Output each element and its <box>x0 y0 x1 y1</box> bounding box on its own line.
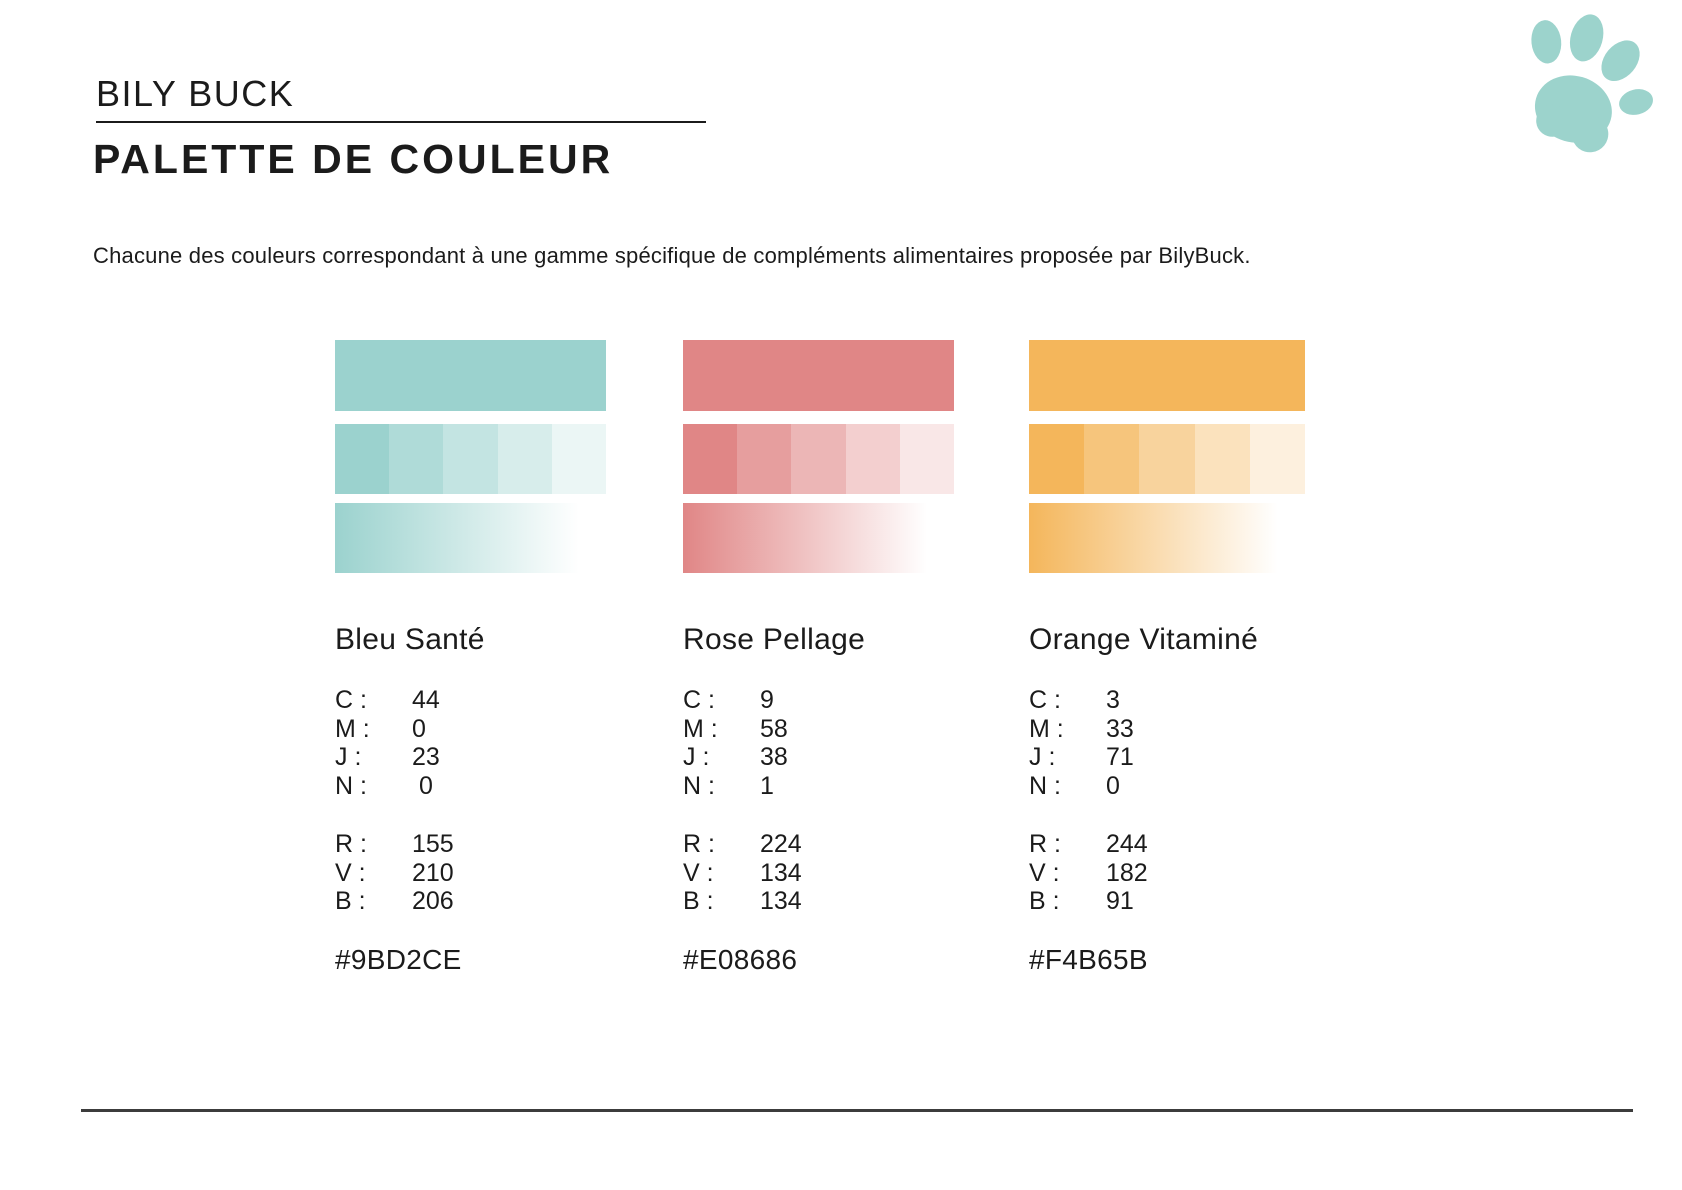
palette-column <box>1029 340 1305 976</box>
palette-column <box>683 340 954 976</box>
value-row <box>335 887 606 916</box>
value-row <box>335 743 606 772</box>
value-row <box>683 887 954 916</box>
value-row <box>1029 859 1305 888</box>
rvb-block <box>1029 830 1305 916</box>
value-number: 134 <box>760 887 802 915</box>
value-label: C : <box>335 686 367 714</box>
value-label: C : <box>1029 686 1061 714</box>
value-row <box>683 743 954 772</box>
value-row <box>335 686 606 715</box>
value-number: 3 <box>1106 686 1120 714</box>
value-row <box>683 859 954 888</box>
value-label: N : <box>335 771 367 800</box>
value-number: 155 <box>412 830 454 858</box>
value-label: B : <box>683 887 714 915</box>
value-label: M : <box>335 714 370 743</box>
tint-step <box>1029 424 1084 494</box>
color-name: Orange Vitaminé <box>1029 623 1259 656</box>
value-number: 134 <box>760 858 802 887</box>
paw-icon <box>1503 8 1663 168</box>
value-row <box>335 715 606 744</box>
value-label: B : <box>1029 887 1060 915</box>
tint-step <box>900 424 954 494</box>
value-number: 206 <box>412 887 454 915</box>
gradient-bar <box>335 503 606 573</box>
footer-rule <box>81 1109 1633 1112</box>
value-label: J : <box>335 743 362 771</box>
value-number: 210 <box>412 858 454 887</box>
hex-code: #F4B65B <box>1029 943 1148 975</box>
solid-color-bar <box>335 340 606 411</box>
hex-code: #E08686 <box>683 943 798 975</box>
cmjn-block <box>683 686 954 800</box>
solid-color-bar <box>683 340 954 411</box>
tint-step <box>846 424 900 494</box>
color-name: Rose Pellage <box>683 623 866 656</box>
value-number: 0 <box>412 714 426 743</box>
value-row <box>1029 772 1305 801</box>
value-label: R : <box>683 830 715 858</box>
value-number: 44 <box>412 686 440 714</box>
value-number: 33 <box>1106 714 1134 743</box>
value-label: V : <box>1029 858 1060 887</box>
tint-steps-bar <box>335 424 606 494</box>
value-row <box>683 715 954 744</box>
tint-step <box>737 424 791 494</box>
value-number: 224 <box>760 830 802 858</box>
page-title: PALETTE DE COULEUR <box>93 136 614 182</box>
value-label: B : <box>335 887 366 915</box>
tint-steps-bar <box>1029 424 1305 494</box>
value-number: 182 <box>1106 858 1148 887</box>
value-number: 91 <box>1106 887 1134 915</box>
value-label: J : <box>683 743 710 771</box>
value-number: 1 <box>760 771 774 800</box>
value-number: 9 <box>760 686 774 714</box>
value-number: 23 <box>412 743 440 771</box>
value-number: 38 <box>760 743 788 771</box>
gradient-bar <box>1029 503 1305 573</box>
brand-underline <box>96 121 706 123</box>
tint-step <box>683 424 737 494</box>
value-label: J : <box>1029 743 1056 771</box>
tint-step <box>1084 424 1139 494</box>
value-label: R : <box>335 830 367 858</box>
rvb-block <box>335 830 606 916</box>
color-name: Bleu Santé <box>335 623 485 656</box>
tint-steps-bar <box>683 424 954 494</box>
intro-text: Chacune des couleurs correspondant à une gamme spécifique de compléments alimentaires proposée par BilyBuck. <box>93 243 1251 268</box>
tint-step <box>389 424 443 494</box>
value-number: 58 <box>760 714 788 743</box>
value-label: N : <box>1029 771 1061 800</box>
cmjn-block <box>1029 686 1305 800</box>
value-label: R : <box>1029 830 1061 858</box>
tint-step <box>443 424 497 494</box>
tint-step <box>498 424 552 494</box>
value-label: N : <box>683 771 715 800</box>
tint-step <box>552 424 606 494</box>
value-label: V : <box>335 858 366 887</box>
value-number: 71 <box>1106 743 1134 771</box>
value-row <box>1029 887 1305 916</box>
value-label: C : <box>683 686 715 714</box>
value-row <box>335 830 606 859</box>
tint-step <box>1250 424 1305 494</box>
gradient-bar <box>683 503 954 573</box>
tint-step <box>791 424 845 494</box>
value-row <box>683 830 954 859</box>
value-row <box>683 772 954 801</box>
cmjn-block <box>335 686 606 800</box>
tint-step <box>1195 424 1250 494</box>
value-row <box>683 686 954 715</box>
brand-name: BILY BUCK <box>96 73 295 114</box>
palette-column <box>335 340 606 976</box>
value-row <box>1029 830 1305 859</box>
value-label: M : <box>683 714 718 743</box>
value-row <box>335 859 606 888</box>
value-row <box>335 772 606 801</box>
value-number: 0 <box>412 771 433 800</box>
value-row <box>1029 743 1305 772</box>
rvb-block <box>683 830 954 916</box>
tint-step <box>1139 424 1194 494</box>
value-label: M : <box>1029 714 1064 743</box>
value-number: 0 <box>1106 771 1120 800</box>
value-row <box>1029 686 1305 715</box>
tint-step <box>335 424 389 494</box>
solid-color-bar <box>1029 340 1305 411</box>
value-number: 244 <box>1106 830 1148 858</box>
hex-code: #9BD2CE <box>335 943 462 975</box>
value-row <box>1029 715 1305 744</box>
value-label: V : <box>683 858 714 887</box>
